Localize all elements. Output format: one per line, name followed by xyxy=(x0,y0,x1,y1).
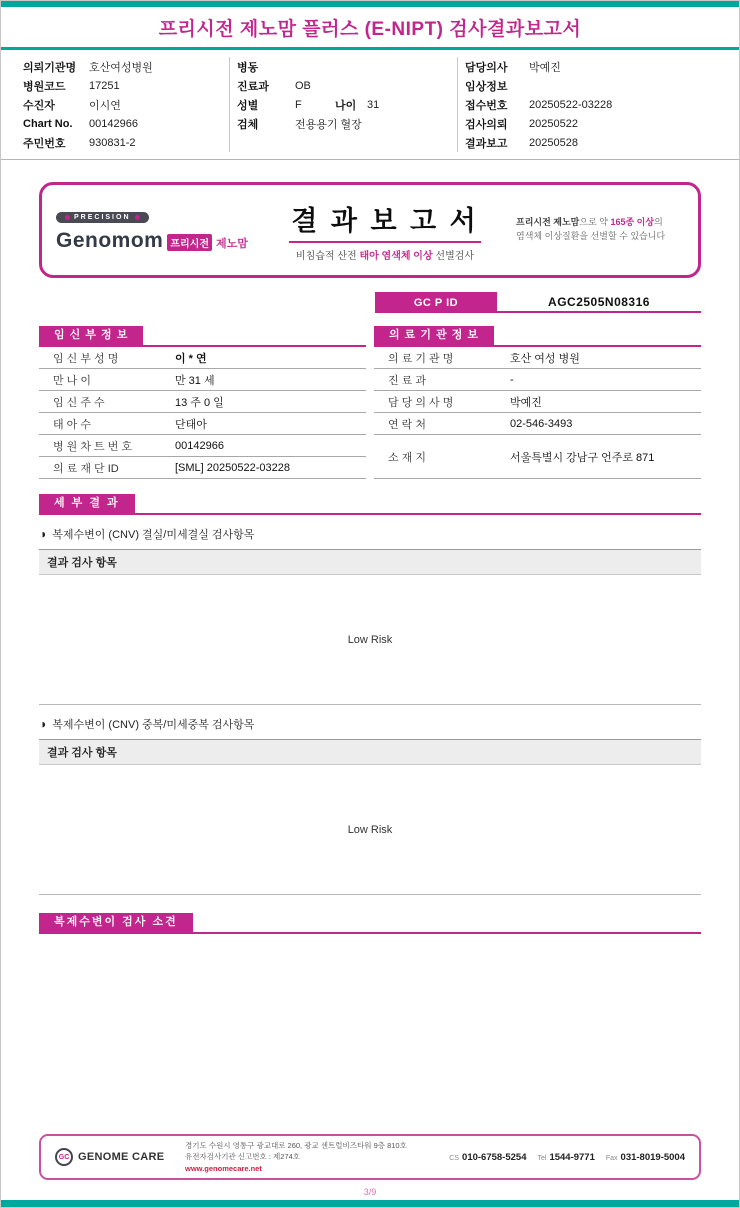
row-label: 임 신 주 수 xyxy=(53,396,105,409)
field-label: 병원코드 xyxy=(23,80,66,93)
subtitle-prefix: 비침습적 산전 xyxy=(295,250,360,262)
row-value: 서울특별시 강남구 언주로 871 xyxy=(510,451,655,464)
patient-col-3 xyxy=(457,57,739,152)
field-department xyxy=(237,76,457,95)
field-hospital-code xyxy=(23,76,229,95)
row-value: 단태아 xyxy=(175,418,207,431)
field-requesting-org xyxy=(23,57,229,76)
result-title-underline xyxy=(289,241,481,243)
field-value: 이시연 xyxy=(89,99,121,112)
row-label: 연 락 처 xyxy=(388,418,426,431)
field-value: 00142966 xyxy=(89,117,138,130)
tagline-line2: 염색체 이상질환을 선별할 수 있습니다 xyxy=(516,231,666,241)
table-row xyxy=(39,413,366,435)
contact-fax xyxy=(606,1152,685,1163)
table-row xyxy=(374,347,701,369)
badge-dot-icon xyxy=(135,215,140,220)
field-label: 검사의뢰 xyxy=(465,118,508,131)
field-value: 20250528 xyxy=(529,136,578,149)
field-value: OB xyxy=(295,79,311,92)
brand-kr-text: 제노맘 xyxy=(215,238,248,250)
detail-results-header xyxy=(39,494,701,515)
patient-col-2 xyxy=(229,57,457,152)
field-value: 박예진 xyxy=(529,61,561,74)
row-value: 이 * 연 xyxy=(175,352,207,365)
field-label-age: 나이 xyxy=(335,99,357,112)
clinic-info-header xyxy=(374,326,701,347)
table-row xyxy=(374,435,701,479)
bottom-teal-bar xyxy=(1,1200,739,1207)
result-column-header: 결과 검사 항목 xyxy=(39,549,701,575)
field-sex-age xyxy=(237,95,457,114)
row-value: 호산 여성 병원 xyxy=(510,352,580,365)
table-row xyxy=(39,457,366,479)
contact-label: CS xyxy=(449,1154,460,1162)
brand-kr-badge: 프리시전 xyxy=(167,234,212,251)
precision-badge xyxy=(56,212,149,223)
patient-info-header xyxy=(1,50,739,160)
field-value: 20250522 xyxy=(529,117,578,130)
row-value: 만 31 세 xyxy=(175,374,215,387)
field-label: 임상정보 xyxy=(465,80,508,93)
contact-cs xyxy=(449,1152,526,1163)
cnv-deletion-result: Low Risk xyxy=(347,633,393,646)
table-row xyxy=(374,391,701,413)
field-value-age: 31 xyxy=(367,98,380,111)
info-tables xyxy=(39,326,701,479)
contact-label: Fax xyxy=(605,1154,618,1162)
tagline-mid: 으로 약 xyxy=(579,217,611,228)
row-value: 00142966 xyxy=(175,439,224,452)
brand-name: Genomom xyxy=(56,229,164,252)
mother-info-table xyxy=(39,326,366,479)
field-clinical-info xyxy=(465,76,739,95)
row-value: 박예진 xyxy=(510,396,542,409)
row-label: 소 재 지 xyxy=(388,451,426,464)
field-ward xyxy=(237,57,457,76)
field-label: 검체 xyxy=(237,118,259,131)
field-label: 주민번호 xyxy=(23,137,66,150)
row-value: - xyxy=(510,373,514,386)
cnv-section-title-text: 복제수변이 (CNV) 결실/미세결실 검사항목 xyxy=(52,529,255,541)
contact-tel xyxy=(537,1152,594,1163)
row-label: 병 원 차 트 번 호 xyxy=(53,440,133,453)
footer-website: www.genomecare.net xyxy=(185,1163,262,1173)
cnv-deletion-section-title xyxy=(39,526,701,542)
field-label: 의뢰기관명 xyxy=(23,61,77,74)
row-label: 의 료 재 단 ID xyxy=(53,462,119,475)
report-title-block xyxy=(254,199,516,262)
report-body xyxy=(1,160,739,1200)
field-value: 호산여성병원 xyxy=(89,61,153,74)
section-divider xyxy=(39,704,701,705)
tagline-bold: 프리시전 제노맘 xyxy=(516,217,580,228)
genome-care-logo-icon: GC xyxy=(55,1148,73,1166)
genomom-logo xyxy=(56,207,254,253)
tagline-tail: 의 xyxy=(654,217,663,228)
subtitle-highlight: 태아 염색체 이상 xyxy=(359,250,433,262)
row-value: 02-546-3493 xyxy=(510,417,573,430)
clinic-info-table xyxy=(374,326,701,479)
report-header-box xyxy=(39,182,701,278)
footer-address-line2: 유전자검사기관 신고번호 : 제274호 xyxy=(185,1152,301,1162)
table-row xyxy=(39,435,366,457)
genome-care-logo-text: GENOME CARE xyxy=(78,1151,165,1163)
contact-value: 031-8019-5004 xyxy=(620,1151,685,1163)
gcp-id-row xyxy=(39,292,701,313)
table-row xyxy=(39,347,366,369)
field-label: 성별 xyxy=(237,99,259,112)
row-label: 담 당 의 사 명 xyxy=(388,396,454,409)
field-doctor xyxy=(465,57,739,76)
row-value: [SML] 20250522-03228 xyxy=(175,461,290,474)
cnv-findings-header-label: 복제수변이 검사 소견 xyxy=(39,913,193,932)
table-row xyxy=(39,391,366,413)
field-label: 병동 xyxy=(237,61,259,74)
field-specimen xyxy=(237,114,457,133)
mother-info-header xyxy=(39,326,366,347)
table-row xyxy=(374,369,701,391)
gcp-id-value: AGC2505N08316 xyxy=(497,292,701,313)
clinic-info-header-label: 의 료 기 관 정 보 xyxy=(374,326,494,345)
half-circle-icon: ◑ xyxy=(39,717,47,731)
badge-text: PRECISION xyxy=(74,214,131,221)
table-row xyxy=(374,413,701,435)
result-report-title: 결 과 보 고 서 xyxy=(291,205,479,236)
genome-care-logo xyxy=(55,1148,173,1166)
cnv-duplication-section-title xyxy=(39,716,701,732)
field-patient-name xyxy=(23,95,229,114)
document-title: 프리시전 제노맘 플러스 (E-NIPT) 검사결과보고서 xyxy=(158,19,582,40)
contact-value: 1544-9771 xyxy=(549,1151,595,1163)
field-label: 진료과 xyxy=(237,80,269,93)
table-row xyxy=(39,369,366,391)
gcp-id-bar xyxy=(375,292,701,313)
report-tagline xyxy=(516,216,684,244)
field-result-report-date xyxy=(465,133,739,152)
detail-results-header-label: 세 부 결 과 xyxy=(39,494,135,513)
report-subtitle xyxy=(254,247,516,262)
brand-line xyxy=(56,229,254,253)
field-label: Chart No. xyxy=(23,117,73,130)
result-column-header: 결과 검사 항목 xyxy=(39,739,701,765)
half-circle-icon: ◑ xyxy=(39,527,47,541)
field-label: 담당의사 xyxy=(465,61,508,74)
footer-box xyxy=(39,1134,701,1180)
row-label: 의 료 기 관 명 xyxy=(388,352,454,365)
contact-value: 010-6758-5254 xyxy=(462,1151,527,1163)
field-value: F xyxy=(295,98,302,111)
row-label: 태 아 수 xyxy=(53,418,91,431)
field-value: 전용용기 혈장 xyxy=(295,118,362,131)
field-value: 20250522-03228 xyxy=(529,98,613,111)
page-number: 3/9 xyxy=(363,1187,377,1197)
field-label: 결과보고 xyxy=(465,137,508,150)
subtitle-suffix: 선별검사 xyxy=(432,250,475,262)
contact-label: Tel xyxy=(537,1154,547,1162)
badge-dot-icon xyxy=(65,215,70,220)
tagline-highlight: 165종 이상 xyxy=(610,217,655,228)
patient-col-1 xyxy=(1,57,229,152)
blank-findings-area xyxy=(39,934,701,1134)
field-label: 수진자 xyxy=(23,99,55,112)
row-label: 진 료 과 xyxy=(388,374,426,387)
field-receipt-no xyxy=(465,95,739,114)
section-divider xyxy=(39,894,701,895)
row-label: 임 신 부 성 명 xyxy=(53,352,119,365)
field-value: 930831-2 xyxy=(89,136,136,149)
cnv-section-title-text: 복제수변이 (CNV) 중복/미세중복 검사항목 xyxy=(52,719,255,731)
gcp-id-label: GC P ID xyxy=(375,292,497,313)
field-test-request-date xyxy=(465,114,739,133)
field-label: 접수번호 xyxy=(465,99,508,112)
field-chart-no xyxy=(23,114,229,133)
cnv-duplication-result: Low Risk xyxy=(347,823,393,836)
cnv-findings-header xyxy=(39,913,701,934)
row-value: 13 주 0 일 xyxy=(175,396,224,409)
field-resident-no xyxy=(23,133,229,152)
field-value: 17251 xyxy=(89,79,120,92)
mother-info-header-label: 임 신 부 정 보 xyxy=(39,326,143,345)
footer-address xyxy=(185,1140,437,1174)
footer-contacts xyxy=(449,1152,685,1163)
row-label: 만 나 이 xyxy=(53,374,91,387)
footer-address-line1: 경기도 수원시 영통구 광교대로 260, 광교 센트럴비즈타워 9층 810호 xyxy=(185,1141,407,1151)
